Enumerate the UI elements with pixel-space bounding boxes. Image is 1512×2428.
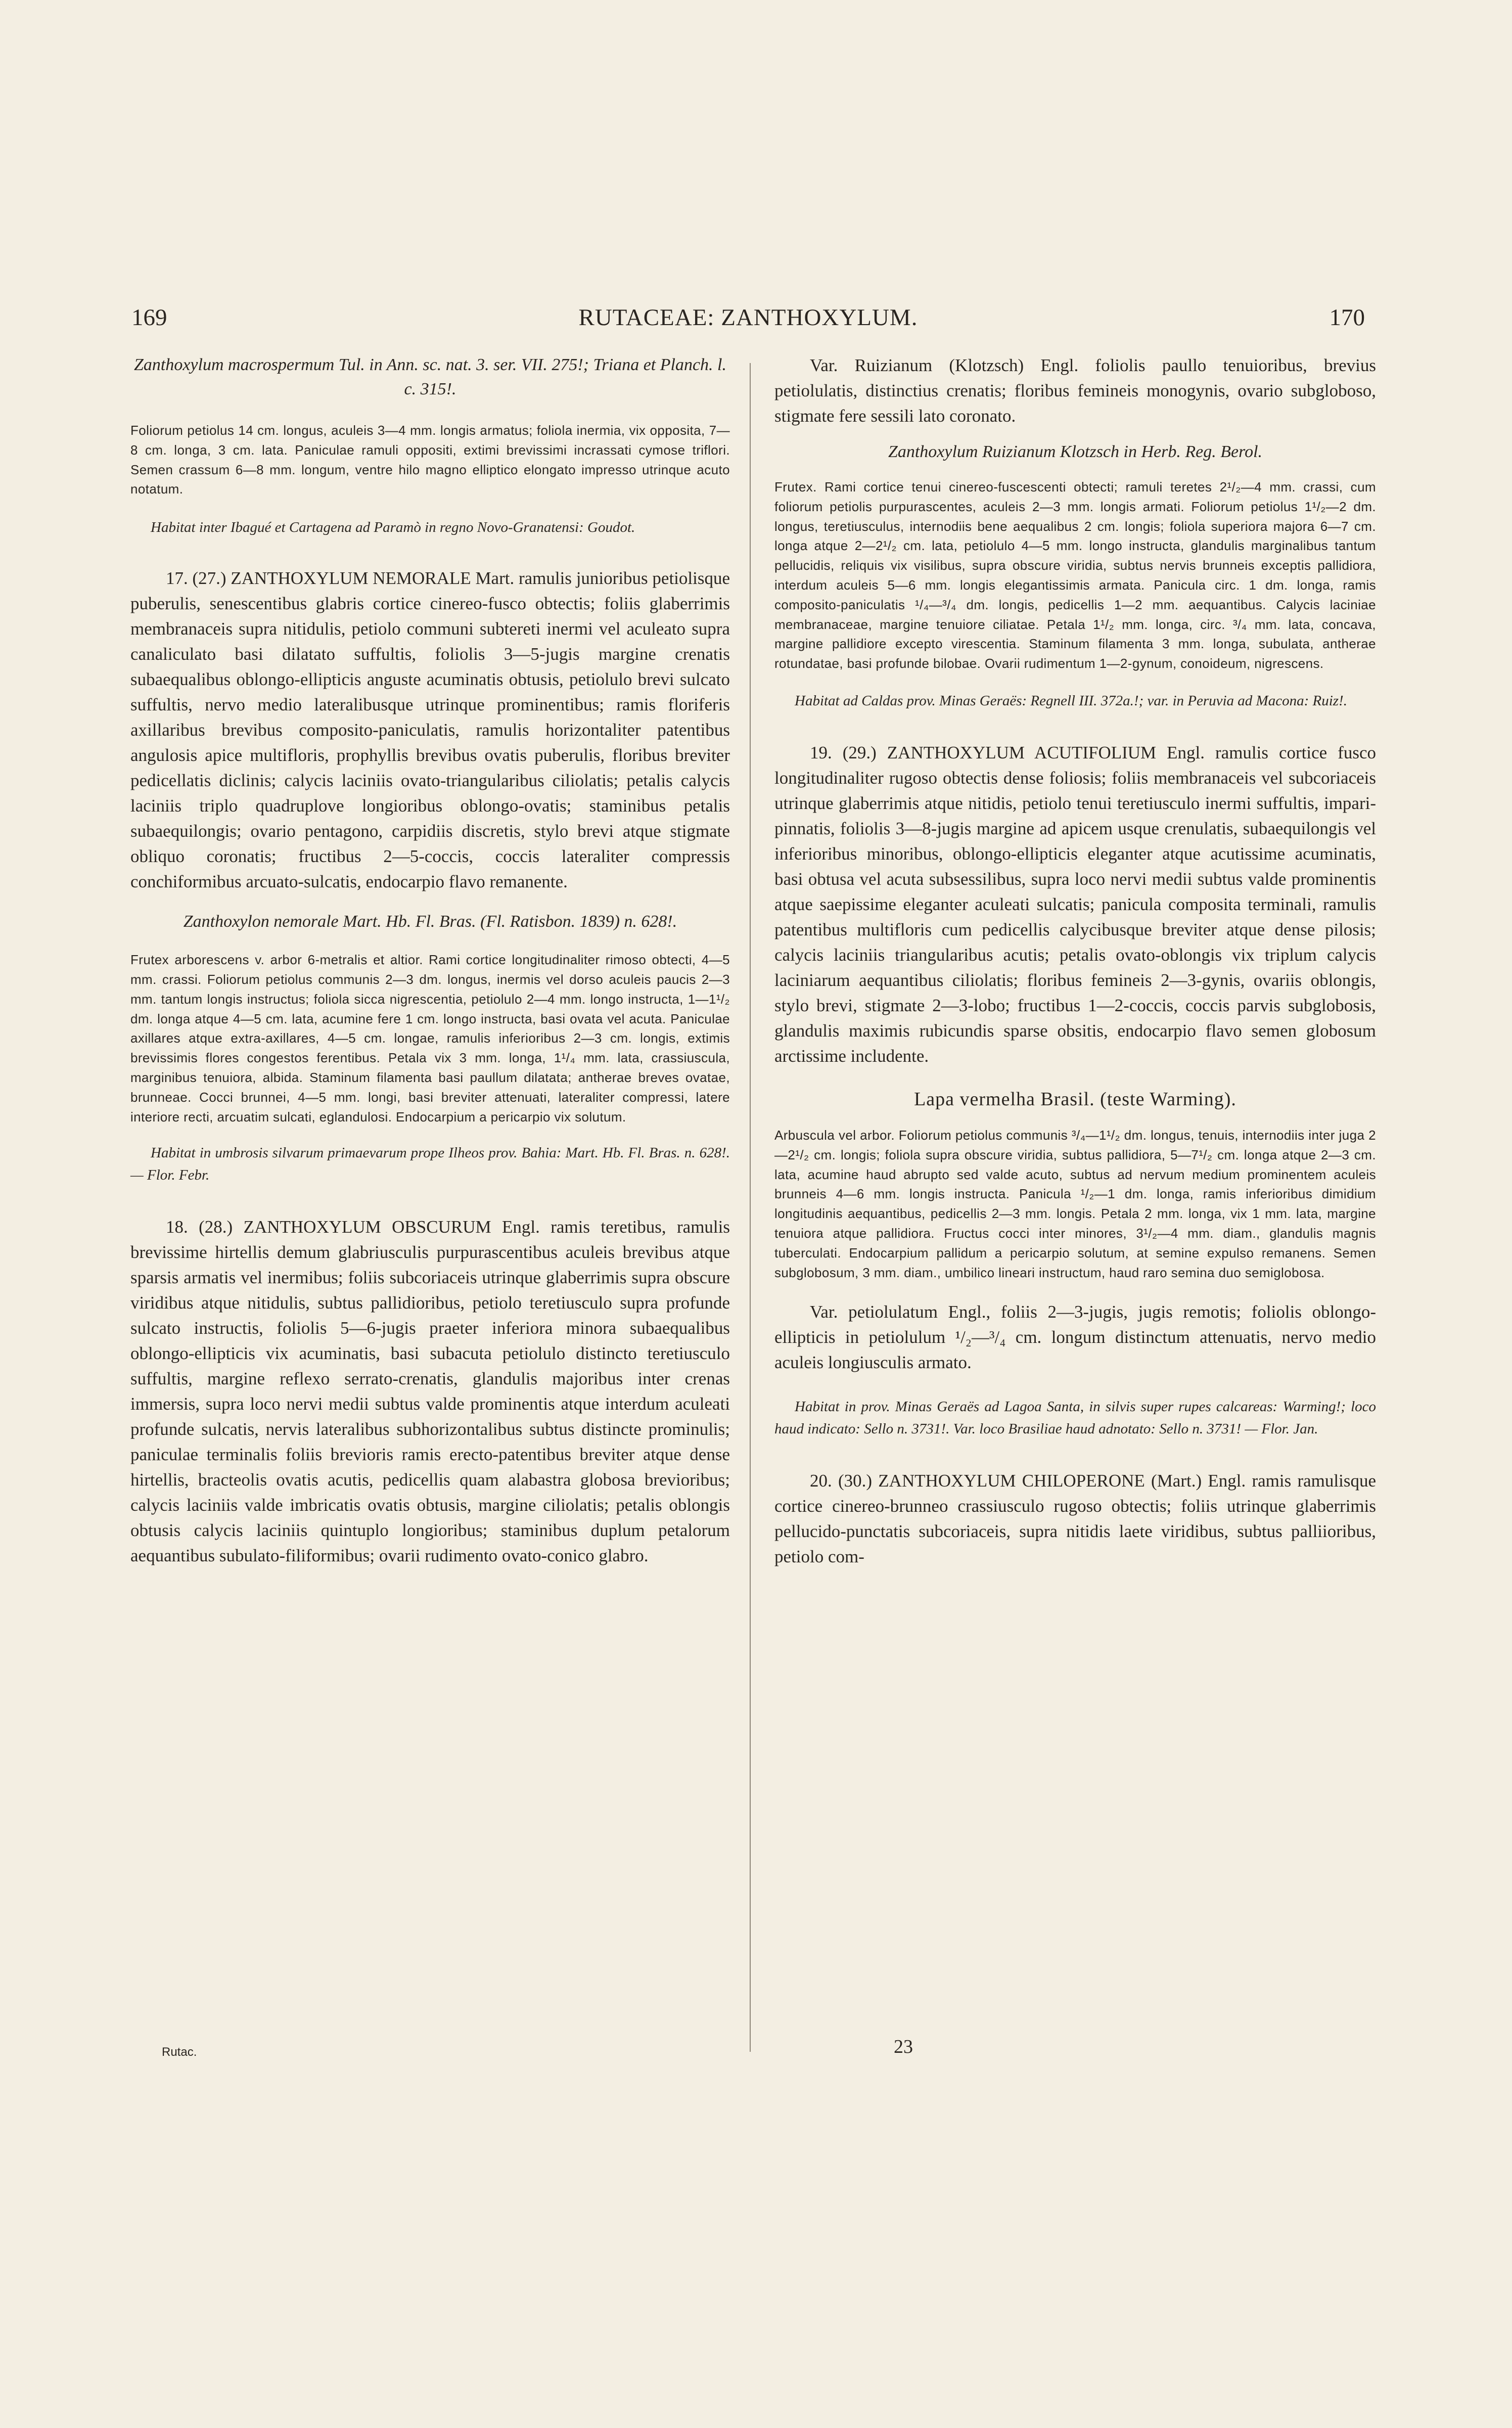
habitat-ruizianum: Habitat ad Caldas prov. Minas Geraës: Regnell III. 372a.!; var. in Peruvia ad Macona: Ruiz!.	[795, 692, 1347, 709]
description-ruizianum: Frutex. Rami cortice tenui cinereo-fuscescenti obtecti; ramuli teretes 2¹/₂—4 mm. crassi, cum foliorum petiolis purpurascentes, aculeis 2—3 mm. longis armati. Foliorum petiolus 1¹/₂—2 dm. longus, teretiusculus, internodiis bene aequalibus 2 cm. longis; foliola superiora majora 6—7 cm. longa atque 2—2¹/₂ cm. lata, petiolulo 4—5 mm. longo instructa, glandulis marginalibus tantum pellucidis, reliquis vix visilibus, supra obscure viridia, subtus nervis brunneis exceptis pallidiora, interdum aculeis 5—6 mm. longis elegantissimis armata. Panicula circ. 1 dm. longa, ramis composito-paniculatis ¹/₄—³/₄ dm. longis, pedicellis 1—2 mm. aequantibus. Calycis laciniae membranaceae, margine tenuiore ciliatae. Petala 1¹/₂ mm. longa, circ. ³/₄ mm. lata, concava, margine pallidiore excepto virescentia. Staminum filamenta 3 mm. longa, subulata, antherae rotundatae, basi profunde bilobae. Ovarii rudimentum 1—2-gynum, conoideum, nigrescens.	[774, 479, 1376, 671]
variety-ruizianum: Var. Ruizianum (Klotzsch) Engl. foliolis paullo tenuioribus, brevius petiolulatis, distinctius crenatis; floribus femineis monogynis, ovario subgloboso, stigmate fere sessili lato coronato.	[774, 355, 1376, 426]
signature-mark: 23	[894, 2036, 913, 2057]
page-number-left: 169	[131, 304, 167, 331]
synonym-macrospermum: Zanthoxylum macrospermum Tul. in Ann. sc. nat. 3. ser. VII. 275!; Triana et Planch. l. c. 315!.	[133, 355, 726, 398]
species-20-chiloperone: 20. (30.) ZANTHOXYLUM CHILOPERONE (Mart.) Engl. ramis ramulisque cortice cinereo-brunneo crassiusculo rugoso obtectis; foliis utrinque glaberrimis pellucido-punctatis subcoriaceis, supra nitidis laete viridibus, subtus palliioribus, petiolo com-	[774, 1471, 1376, 1567]
page-header	[131, 302, 1365, 333]
description-acutifolium: Arbuscula vel arbor. Foliorum petiolus communis ³/₄—1¹/₂ dm. longus, tenuis, internodiis inter juga 2—2¹/₂ cm. longis; foliola supra obscure viridia, subtus pallidiora, 5—7¹/₂ cm. longa atque 2—3 cm. lata, acumine haud abrupto sed valde acuto, subtus ad nervum medium prominentem aculeis brunneis 4—6 mm. longis instructa. Panicula ¹/₂—1 dm. longa, ramis inferioribus dimidium longitudinis aequantibus, pedicellis 2—3 mm. longis. Petala 2 mm. longa, vix 1 mm. lata, margine tenuiora atque pallidiora. Fructus cocci inter minores, 3¹/₂—4 mm. diam., glandulis magnis tuberculati. Endocarpium pallidum a pericarpio solutum, at semine expulso remanens. Semen subglobosum, 3 mm. diam., umbilico lineari instructum, haud raro semina duo semiglobosa.	[774, 1127, 1376, 1280]
species-18-obscurum: 18. (28.) ZANTHOXYLUM OBSCURUM Engl. ramis teretibus, ramulis brevissime hirtellis demum glabriusculis purpurascentibus aculeis brevibus atque sparsis armatis vel inermibus; foliis subcoriaceis utrinque glaberrimis supra obscure viridibus atque nitidulis, subtus pallidioribus, petiolo teretiusculo supra profunde sulcato instructis, foliolis 5—6-jugis praeter inferiora minora subaequalibus oblongo-ellipticis vix acuminatis, basi subacuta petiolulo distincto teretiusculo suffultis, margine reflexo serrato-crenatis, glandulis majoribus inter crenas immersis, supra loco nervi medii subtus valde prominentis atque interdum aculeati profunde sulcatis, nervis lateralibus subhorizontalibus subtus distincte prominulis; paniculae terminalis foliis brevioris ramis erecto-patentibus breviter atque dense hirtellis, bracteolis ovatis acutis, pedicellis quam alabastra globosa brevioribus; calycis laciniis valde imbricatis ovatis obtusis, margine ciliolatis; petalis oblongis obtusis calycis laciniis quintuplo longioribus; staminibus duplum petalorum aequantibus subulato-filiformibus; ovarii rudimento ovato-conico glabro.	[130, 1217, 730, 1566]
habitat-nemorale: Habitat in umbrosis silvarum primaevarum prope Ilheos prov. Bahia: Mart. Hb. Fl. Bras. n. 628!. — Flor. Febr.	[130, 1145, 730, 1184]
synonym-ruizianum: Zanthoxylum Ruizianum Klotzsch in Herb. Reg. Berol.	[888, 442, 1263, 461]
species-17-nemorale: 17. (27.) ZANTHOXYLUM NEMORALE Mart. ramulis junioribus petiolisque puberulis, senescentibus glabris cortice cinereo-fusco obtectis; foliis glaberrimis membranaceis supra nitidulis, petiolo communi subtereti inermi vel aculeato supra canaliculato basi dilatato suffultis, foliolis 3—5-jugis margine crenatis subaequalibus oblongo-ellipticis anguste acuminatis obtusis, petiolulo brevi sulcato suffultis, nervo medio lateralibusque utrinque prominentibus; ramis floriferis axillaribus brevibus composito-paniculatis, ramulis horizontaliter patentibus angulosis apice multifloris, prophyllis brevibus ovatis puberulis, floribus breviter pedicellatis diclinis; calycis laciniis ovato-triangularibus ciliolatis; petalis calycis laciniis triplo quadruplove longioribus oblongo-ovatis; staminibus petalis subaequilongis; ovario pentagono, carpidiis discretis, stylo brevi atque stigmate obliquo coronatis; fructibus 2—5-coccis, coccis lateraliter compressis conchiformibus arcuato-sulcatis, endocarpio flavo remanente.	[130, 568, 730, 892]
column-divider	[750, 363, 751, 2052]
description-macrospermum: Foliorum petiolus 14 cm. longus, aculeis 3—4 mm. longis armatus; foliola inermia, vix opposita, 7—8 cm. longa, 3 cm. lata. Paniculae ramuli oppositi, extimi brevissimi incrassati cymose triflori. Semen crassum 6—8 mm. longum, ventre hilo magno elliptico elongato impresso utrinque acuto notatum.	[130, 423, 730, 497]
variety-petiolulatum: Var. petiolulatum Engl., foliis 2—3-jugis, jugis remotis; foliolis oblongo-ellipticis in petiolulum ¹/₂—³/₄ cm. longum distinctum attenuatis, nervo medio aculeis longiusculis armato.	[774, 1302, 1376, 1373]
page-number-right: 170	[1329, 304, 1365, 331]
left-column	[130, 353, 730, 1568]
synonym-nemorale: Zanthoxylon nemorale Mart. Hb. Fl. Bras. (Fl. Ratisbon. 1839) n. 628!.	[183, 912, 677, 931]
vernacular-name: Lapa vermelha Brasil. (teste Warming).	[914, 1088, 1236, 1110]
right-column	[774, 353, 1376, 1569]
habitat-acutifolium: Habitat in prov. Minas Geraës ad Lagoa Santa, in silvis super rupes calcareas: Warming!; loco haud indicato: Sello n. 3731!. Var. loco Brasiliae haud adnotato: Sello n. 3731! — Flor. Jan.	[774, 1399, 1376, 1437]
description-nemorale: Frutex arborescens v. arbor 6-metralis et altior. Rami cortice longitudinaliter rimoso obtecti, 4—5 mm. crassi. Foliorum petiolus communis 2—3 dm. longus, inermis vel dorso aculeis paucis 2—3 mm. tantum longis instructus; foliola sicca nigrescentia, petiolulo 2—4 mm. longo instructa, 1—1¹/₂ dm. longa atque 4—5 cm. lata, acumine fere 1 cm. longo instructa, basi ovata vel acuta. Paniculae axillares atque extra-axillares, 4—5 cm. longae, ramulis inferioribus 2—3 cm. longis, extimis brevissimis flores congestos ferentibus. Petala vix 3 mm. longa, 1¹/₄ mm. lata, crassiuscula, marginibus tenuiora, albida. Staminum filamenta basi paullum dilatata; antherae breves ovatae, brunneae. Cocci brunnei, 4—5 mm. longi, basi breviter attenuati, lateraliter compressi, latere interiore recti, arcuatim sulcati, eglandulosi. Endocarpium a pericarpio vix solutum.	[130, 952, 730, 1125]
species-19-acutifolium: 19. (29.) ZANTHOXYLUM ACUTIFOLIUM Engl. ramulis cortice fusco longitudinaliter rugoso obtectis dense foliosis; foliis membranaceis vel subcoriaceis utrinque glaberrimis atque nitidis, petiolo tenui teretiusculo inermi suffultis, impari-pinnatis, foliolis 3—8-jugis margine ad apicem usque crenulatis, subaequilongis vel inferioribus minoribus, oblongo-ellipticis eleganter atque acutissime acuminatis, basi obtusa vel acuta subsessilibus, supra loco nervi medii subtus valde prominentis atque saepissime eleganter aculeati sulcatis; panicula composita terminali, ramulis patentibus multifloris cum pedicellis calycibusque breviter atque dense pilosis; calycis laciniis triangularibus acutis; petalis ovato-oblongis vix triplum calycis laciniarum aequantibus ciliolatis; floribus femineis 2—3-gynis, ovariis oblongis, stylo brevi, stigmate 2—3-lobo; fructibus 1—2-coccis, coccis parvis subglobosis, glandulis maximis rubicundis sparse obsitis, endocarpio flavo semen globosum arctissime includente.	[774, 742, 1376, 1066]
running-title: RUTACEAE: ZANTHOXYLUM.	[578, 304, 918, 331]
habitat-macrospermum: Habitat inter Ibagué et Cartagena ad Paramò in regno Novo-Granatensi: Goudot.	[151, 519, 635, 536]
footer-label: Rutac.	[162, 2045, 197, 2059]
